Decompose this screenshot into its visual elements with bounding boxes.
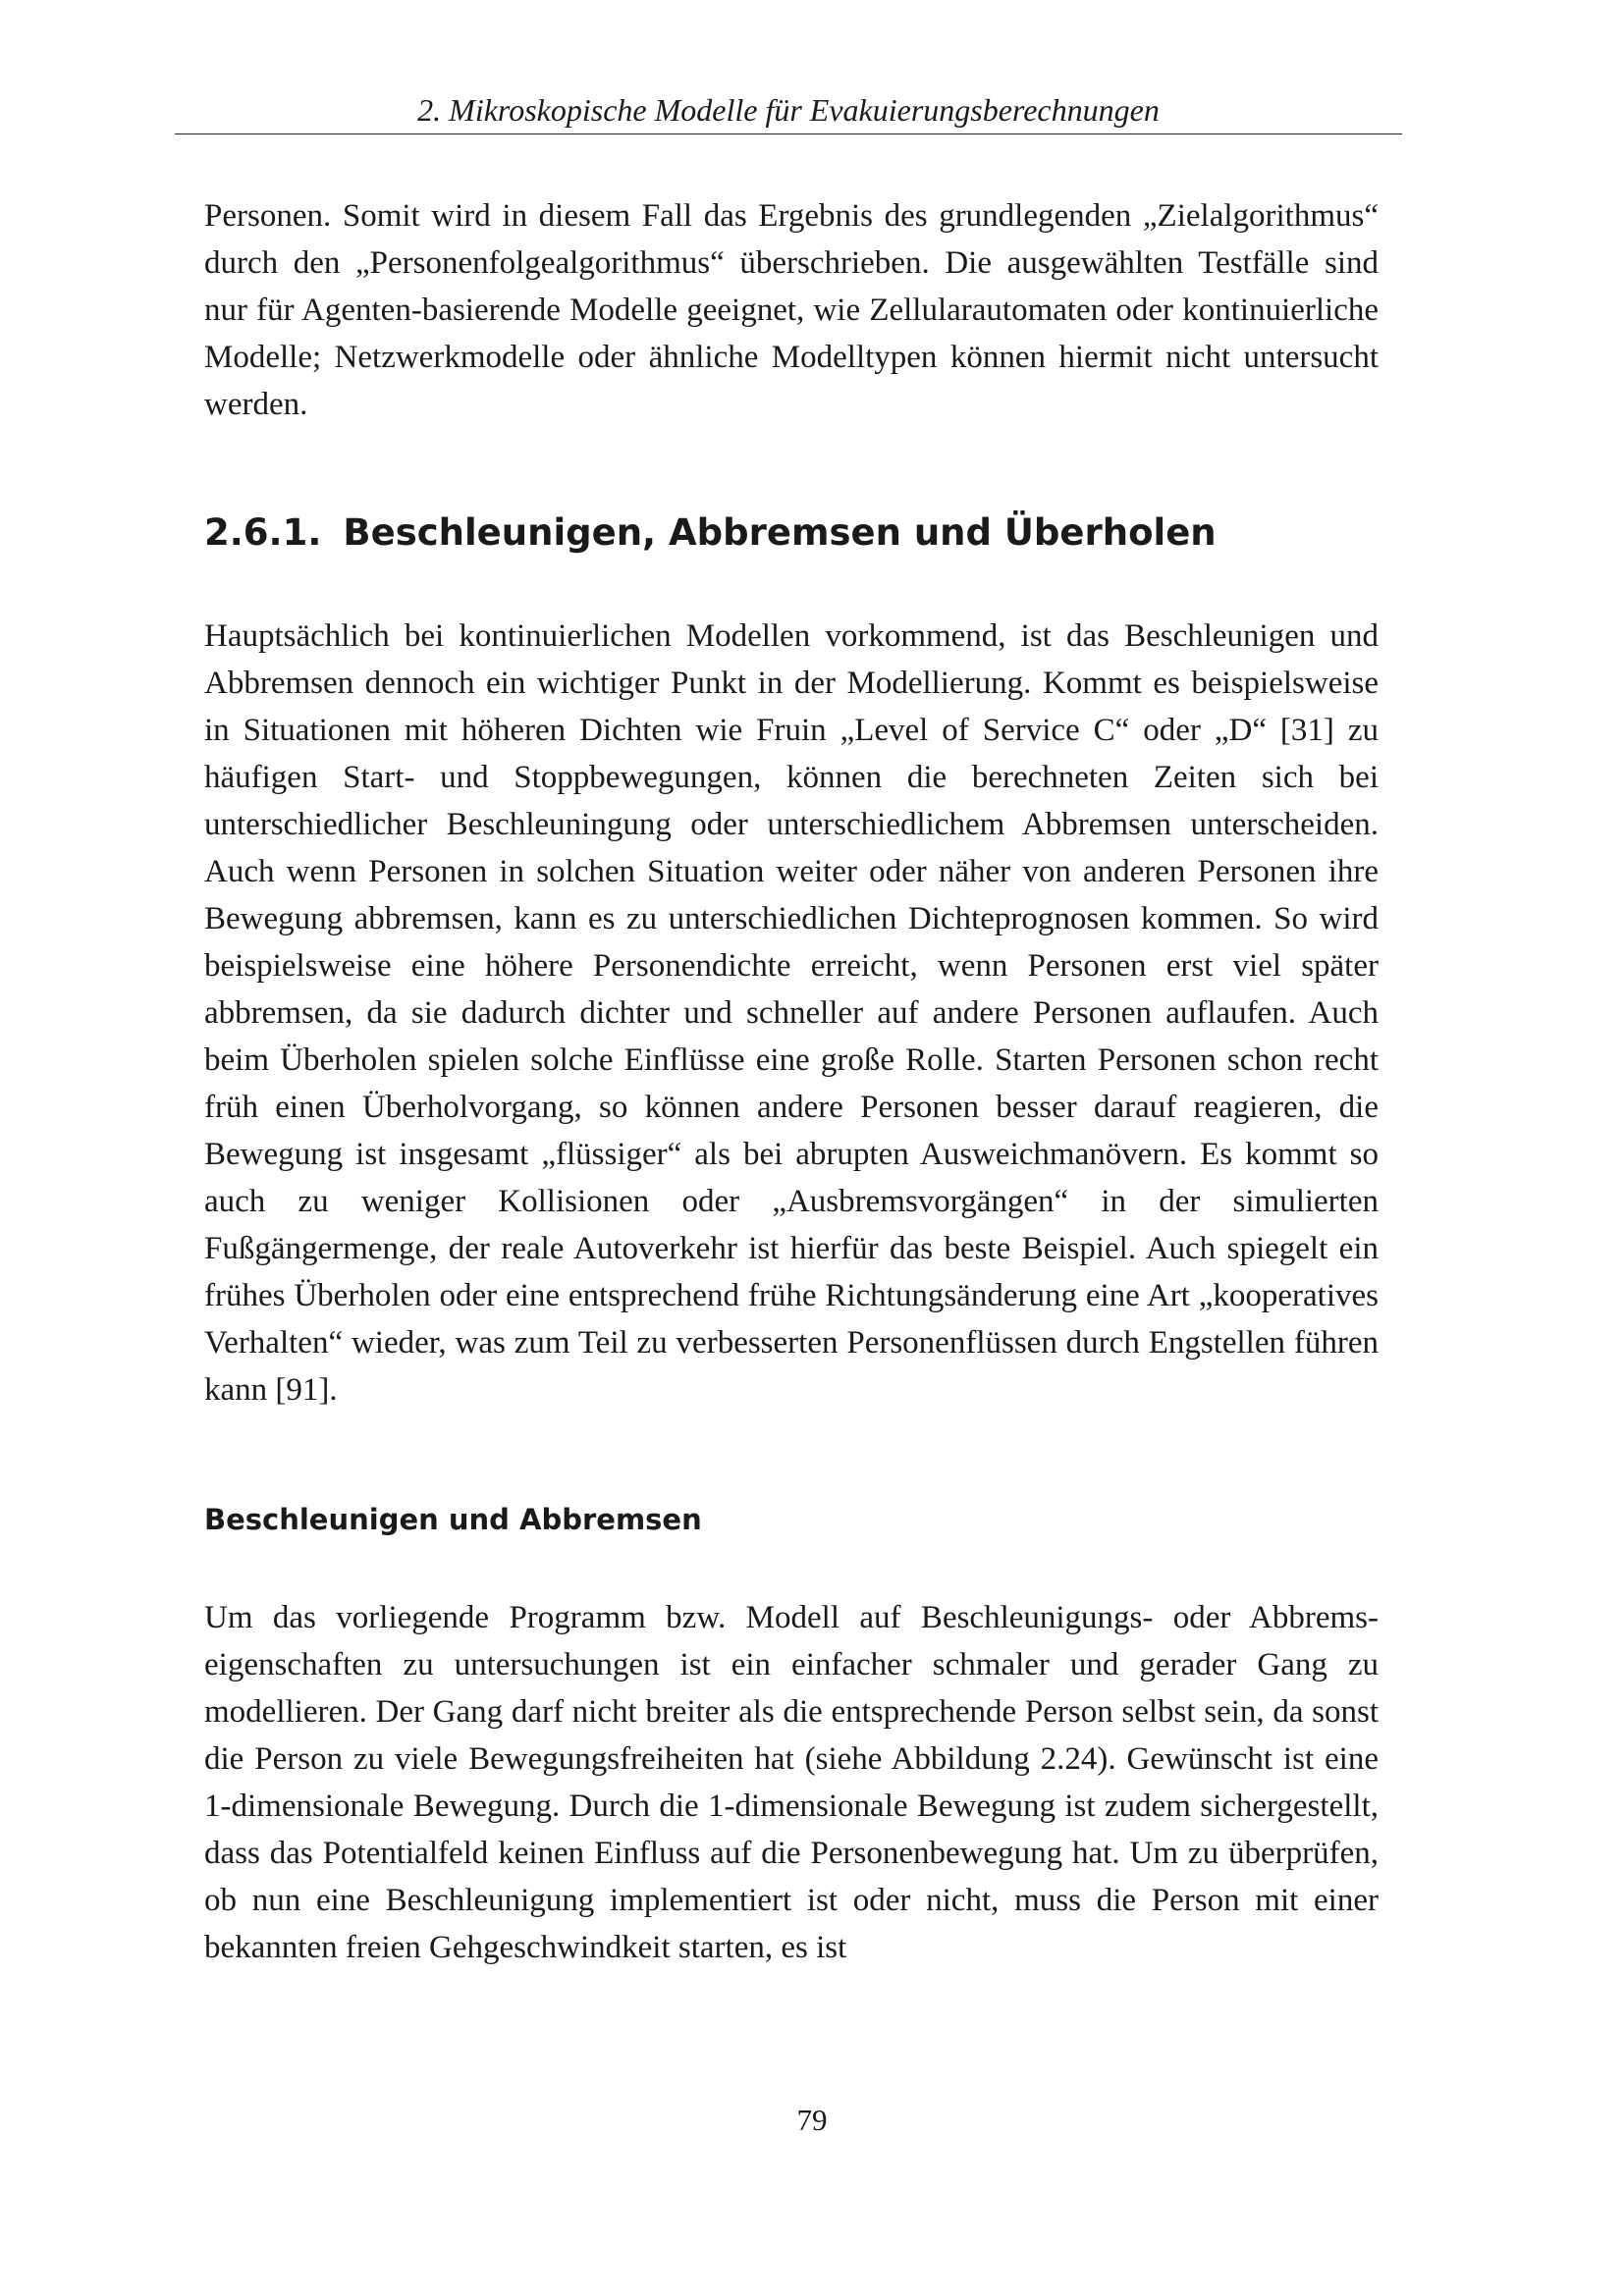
running-header-title: 2. Mikroskopische Modelle für Evakuierungsberechnungen [417,92,1160,128]
subsection-heading [204,1500,1379,1539]
paragraph-subsection: Um das vorliegende Programm bzw. Modell auf Beschleunigungs- oder Abbremseigenschaften zu untersuchungen ist ein einfacher schmaler und gerader Gang zu modellieren. Der Gang darf nicht breiter als die entsprechende Person selbst sein, da sonst die Person zu viele Bewegungsfreiheiten hat (siehe Abbildung 2.24). Gewünscht ist eine 1-dimensionale Bewegung. Durch die 1-dimensionale Bewegung ist zudem sichergestellt, dass das Potentialfeld keinen Einfluss auf die Personenbewegung hat. Um zu überprüfen, ob nun eine Beschleunigung implementiert ist oder nicht, muss die Person mit einer bekannten freien Gehgeschwindkeit starten, es ist [204,1600,1379,1965]
page-number: 79 [796,2103,828,2137]
running-header [175,86,1402,134]
section-title: Beschleunigen, Abbremsen und Überholen [343,511,1217,554]
subsection-title: Beschleunigen und Abbremsen [204,1503,702,1536]
section-number: 2.6.1. [204,511,322,554]
paragraph-section: Hauptsächlich bei kontinuierlichen Modellen vorkommend, ist das Beschleunigen und Abbremsen dennoch ein wichtiger Punkt in der Modellierung. Kommt es beispielsweise in Situationen mit höheren Dichten wie Fruin „Level of Service C“ oder „D“ [31] zu häufigen Start- und Stoppbewegungen, können die berechneten Zeiten sich bei unterschiedlicher Beschleuningung oder unterschiedlichem Abbremsen unterscheiden. Auch wenn Personen in solchen Situation weiter oder näher von anderen Personen ihre Bewegung abbremsen, kann es zu unterschiedlichen Dichteprognosen kommen. So wird beispielsweise eine höhere Personendichte erreicht, wenn Personen erst viel später abbremsen, da sie dadurch dichter und schneller auf andere Personen auflaufen. Auch beim Überholen spielen solche Einflüsse eine große Rolle. Starten Personen schon recht früh einen Überholvorgang, so können andere Personen besser darauf reagieren, die Bewegung ist insgesamt „flüssiger“ als bei abrupten Ausweichmanövern. Es kommt so auch zu weniger Kollisionen oder „Ausbremsvorgängen“ in der simulierten Fußgängermenge, der reale Autoverkehr ist hierfür das beste Beispiel. Auch spiegelt ein frühes Überholen oder eine entsprechend frühe Richtungsänderung eine Art „kooperatives Verhalten“ wieder, was zum Teil zu verbesserten Personenflüssen durch Engstellen führen kann [91]. [204,618,1379,1408]
paragraph-intro: Personen. Somit wird in diesem Fall das Ergebnis des grundlegenden „Zielalgorithmus“ durch den „Personenfolgealgorithmus“ überschrieben. Die ausgewählten Testfälle sind nur für Agenten-basierende Modelle geeignet, wie Zellularautomaten oder kontinuierliche Modelle; Netzwerkmodelle oder ähnliche Modelltypen können hiermit nicht untersucht werden. [204,198,1379,422]
section-heading [204,508,1379,558]
